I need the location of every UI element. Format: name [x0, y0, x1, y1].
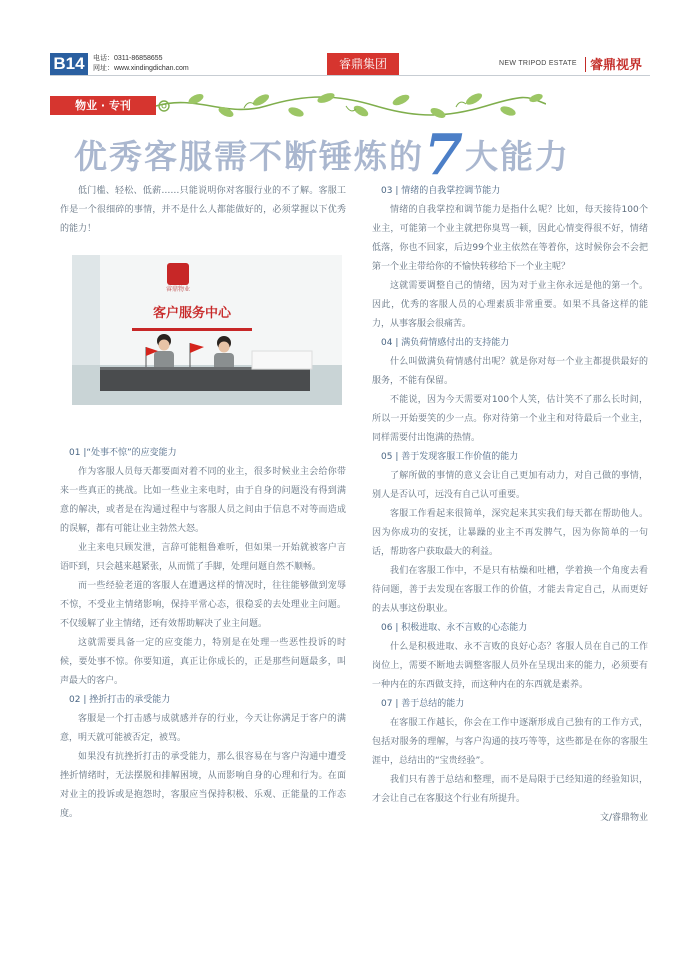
body-paragraph: 情绪的自我掌控和调节能力是指什么呢？比如，每天接待100个业主，可能第一个业主就把你臭骂一顿，因此心情变得很不好，情绪低落，你也不回家，后边99个业主依然在等着你，这时候你会不会把第一个业主带给你的不愉快转移给下一个业主呢？: [372, 205, 648, 272]
intro-paragraph: 低门槛、轻松、低薪……只能说明你对客服行业的不了解。客服工作是一个很细碎的事情，并不是什么人都能做好的，必须掌握以下优秀的能力！: [60, 186, 346, 234]
headline-number: 7: [424, 122, 465, 188]
service-center-photo: [72, 255, 342, 405]
body-paragraph: 如果没有抗挫折打击的承受能力，那么很容易在与客户沟通中遭受挫折情绪时，无法摆脱和排解困境，从而影响自身的心理和行为。在面对业主的投诉或是抱怨时，客服应当保持积极、乐观、正能量的工作态度。: [60, 752, 346, 819]
body-paragraph: 在客服工作越长，你会在工作中逐渐形成自己独有的工作方式，包括对服务的理解，与客户沟通的技巧等等，这些都是在你的客服生涯中，总结出的“宝贵经验”。: [372, 718, 648, 766]
contact-info: [93, 54, 189, 74]
headline-text: 优秀客服需不断锤炼的: [74, 137, 424, 176]
body-paragraph: 客服工作看起来很简单，深究起来其实我们每天都在帮助他人。因为你成功的安抚，让暴躁的业主不再发脾气，因为你简单的一句话，帮助客户获取最大的利益。: [372, 509, 648, 557]
body-paragraph: 而一些经验老道的客服人在遭遇这样的情况时，往往能够做到宠辱不惊，不受业主情绪影响，保持平常心态，很稳妥的去处理业主问题。不仅缓解了业主情绪，还有效帮助解决了业主问题。: [60, 581, 346, 629]
body-paragraph: 什么叫做满负荷情感付出呢？就是你对每一个业主都提供最好的服务，不能有保留。: [372, 357, 648, 386]
left-column: [60, 444, 346, 824]
column-tag: 物业 · 专刊: [50, 96, 156, 115]
section-heading: 05 | 善于发现客服工作价值的能力: [381, 452, 519, 462]
headline: [74, 122, 654, 188]
section-heading: 01 |“处事不惊”的应变能力: [69, 448, 177, 458]
body-paragraph: 客服是一个打击感与成就感并存的行业，今天让你满足于客户的满意，明天就可能被否定，被骂。: [60, 714, 346, 743]
body-paragraph: 我们在客服工作中，不是只有枯燥和吐槽，学着换一个角度去看待问题，善于去发现在客服工作的价值，才能去肯定自己，从而更好的去从事这份职业。: [372, 566, 648, 614]
phone-number: 电话：0311-86858655: [93, 55, 163, 62]
byline: 文/睿鼎物业: [599, 813, 648, 823]
body-paragraph: 作为客服人员每天都要面对着不同的业主，很多时候业主会给你带来一些真正的挑战。比如一些业主来电时，由于自身的问题没有得到满意的解决，或者是在沟通过程中与客服人员之间由于信息不对等而造成的误解，都有可能让业主勃然大怒。: [60, 467, 346, 534]
magazine-name: 睿鼎视界: [590, 58, 643, 73]
body-paragraph: 这就需要具备一定的应变能力，特别是在处理一些恶性投诉的时候，要处事不惊。你要知道，真正让你成长的，正是那些问题最多，叫声最大的客户。: [60, 638, 346, 686]
vine-decoration: [156, 92, 546, 120]
section-heading: 07 | 善于总结的能力: [381, 699, 465, 709]
body-paragraph: 我们只有善于总结和整理，而不是局限于已经知道的经验知识，才会让自己在客服这个行业有所提升。: [372, 775, 648, 804]
page-number: B14: [50, 53, 88, 75]
section-heading: 06 | 积极进取、永不言败的心态能力: [381, 623, 528, 633]
section-heading: 03 | 情绪的自我掌控调节能力: [381, 186, 501, 196]
body-paragraph: 不能说，因为今天需要对100个人笑，估计笑不了那么长时间，所以一开始要笑的少一点。你对待第一个业主和对待最后一个业主，同样需要付出饱满的热情。: [372, 395, 648, 443]
section-heading: 02 | 挫折打击的承受能力: [69, 695, 171, 705]
body-paragraph: 什么是积极进取、永不言败的良好心态？客服人员在自己的工作岗位上，需要不断地去调整客服人员外在呈现出来的能力，必须要有一种内在的东西做支持，而这种内在的东西就是素养。: [372, 642, 648, 690]
header-separator: [585, 57, 586, 72]
logo-emblem-icon: [167, 263, 189, 285]
headline-tail: 大能力: [464, 137, 570, 176]
body-paragraph: 了解所做的事情的意义会让自己更加有动力，对自己做的事情，别人是否认可，远没有自己认可重要。: [372, 471, 648, 500]
website-url: 网址：www.xindingdichan.com: [93, 65, 189, 72]
wall-logo-text: 睿鼎物业: [165, 286, 191, 293]
wall-sign-text: 客户服务中心: [152, 306, 232, 321]
header-rule: [50, 75, 650, 76]
intro-block: [60, 182, 346, 239]
photo-illustration: [72, 255, 342, 405]
body-paragraph: 这就需要调整自己的情绪，因为对于业主你永远是他的第一个。因此，优秀的客服人员的心理素质非常重要。如果不具备这样的能力，从事客服会很痛苦。: [372, 281, 648, 329]
body-paragraph: 业主来电只顾发泄，言辞可能粗鲁难听，但如果一开始就被客户言语吓到，只会越来越紧张，从而慌了手脚，处理问题自然不顺畅。: [60, 543, 346, 572]
estate-english-name: NEW TRIPOD ESTATE: [499, 60, 577, 67]
right-column: [372, 182, 648, 828]
section-heading: 04 | 满负荷情感付出的支持能力: [381, 338, 510, 348]
brand-label: 睿鼎集团: [327, 53, 399, 76]
